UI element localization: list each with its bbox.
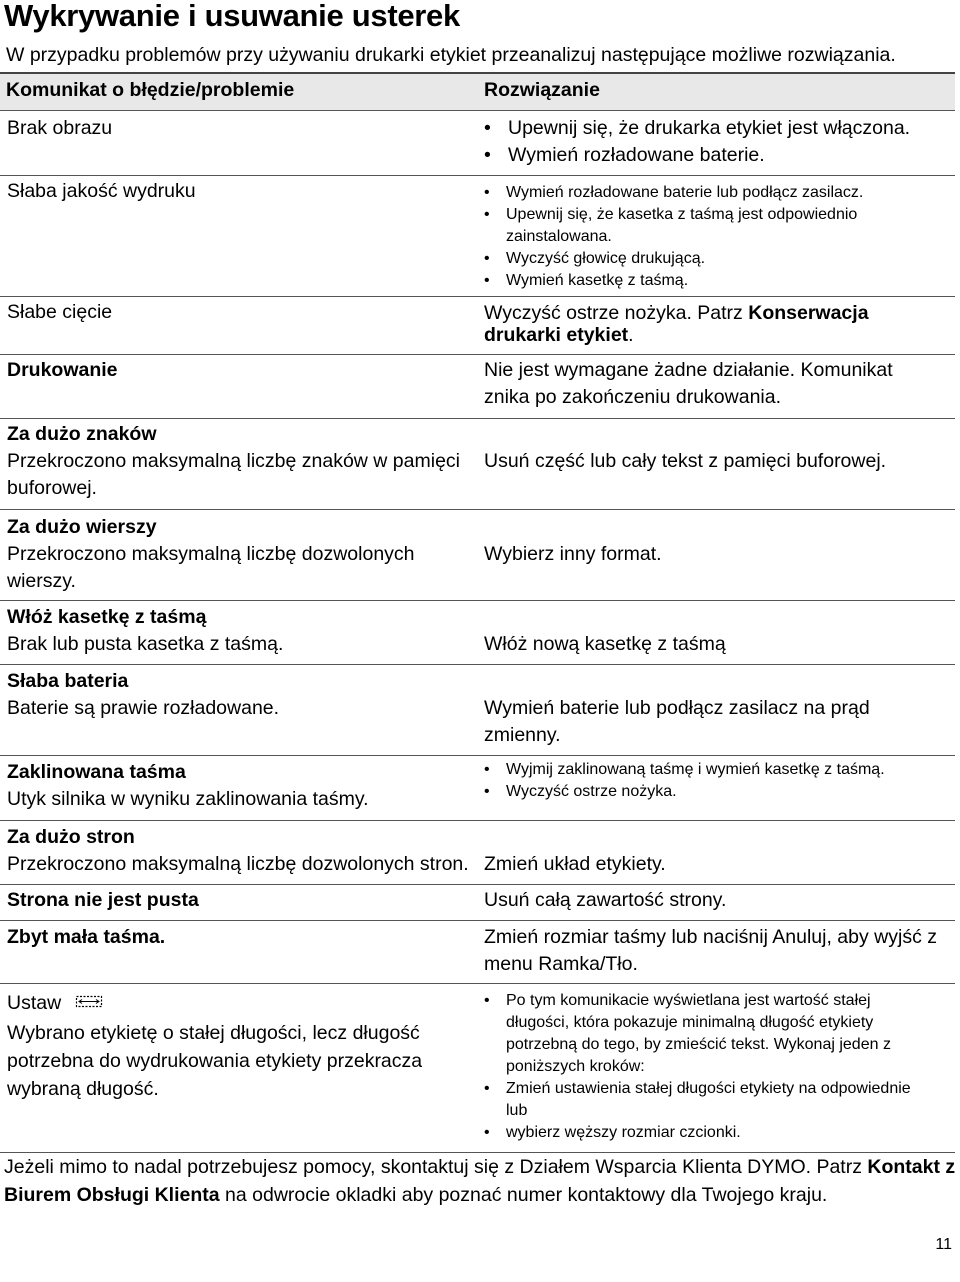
solution-cell: Zmień układ etykiety.	[484, 853, 666, 875]
table-row	[0, 756, 955, 821]
header-solution: Rozwiązanie	[484, 79, 600, 101]
problem-title: Ustaw	[7, 992, 62, 1014]
solution-cell: Wymień baterie lub podłącz zasilacz na prąd zmienny.	[484, 697, 870, 746]
table-row	[0, 601, 955, 665]
footer-text-end: na odwrocie okladki aby poznać numer kontaktowy dla Twojego kraju.	[219, 1184, 828, 1206]
problem-title-line	[7, 990, 447, 1017]
list-item: • Po tym komunikacie wyświetlana jest wartość stałej długości, która pokazuje minimalną długość etykiety potrzebną do tego, by zmieścić tekst. Wykonaj jeden z poniższych kroków:	[484, 990, 924, 1078]
problem-cell	[7, 990, 447, 1103]
problem-cell	[7, 421, 477, 502]
solution-text: Wyczyść ostrze nożyka. Patrz	[484, 302, 749, 324]
page-number: 11	[935, 1236, 952, 1253]
contact-reference: Kontakt z Biurem Obsługi Klienta	[4, 1156, 956, 1206]
solution-cell	[484, 115, 952, 169]
troubleshooting-table	[0, 72, 955, 1153]
table-row	[0, 921, 955, 984]
list-item: • Wymień kasetkę z taśmą.	[484, 270, 904, 292]
problem-title: Zaklinowana taśma	[7, 761, 186, 783]
table-row	[0, 355, 955, 419]
problem-cell: Słabe cięcie	[7, 301, 113, 323]
footer-text-start: Jeżeli mimo to nadal potrzebujesz pomocy, skontaktuj się z Działem Wsparcia Klienta DYMO. Patrz	[4, 1156, 868, 1178]
problem-cell	[7, 759, 477, 813]
solution-cell	[484, 990, 924, 1144]
solution-cell: Usuń część lub cały tekst z pamięci buforowej.	[484, 450, 887, 472]
problem-desc: Brak lub pusta kasetka z taśmą.	[7, 633, 284, 655]
table-row	[0, 297, 955, 355]
solution-cell: Nie jest wymagane żadne działanie. Komunikat znika po zakończeniu drukowania.	[484, 359, 893, 408]
problem-desc: Przekroczono maksymalną liczbę dozwolonych stron.	[7, 853, 469, 875]
list-item: • Zmień ustawienia stałej długości etykiety na odpowiednie lub	[484, 1078, 924, 1122]
solution-text-end: .	[628, 324, 634, 346]
problem-cell: Brak obrazu	[7, 117, 113, 139]
list-item: • wybierz węższy rozmiar czcionki.	[484, 1122, 924, 1144]
cross-reference: Konserwacja drukarki etykiet	[484, 302, 869, 346]
list-item: • Wyczyść ostrze nożyka.	[484, 781, 952, 803]
table-row	[0, 510, 955, 601]
list-item: • Upewnij się, że drukarka etykiet jest włączona.	[484, 115, 952, 142]
problem-title: Włóż kasetkę z taśmą	[7, 606, 207, 628]
table-row	[0, 821, 955, 885]
problem-cell: Strona nie jest pusta	[7, 889, 199, 911]
problem-title: Słaba bateria	[7, 670, 129, 692]
table-row	[0, 419, 955, 510]
solution-cell: Wybierz inny format.	[484, 543, 662, 565]
problem-cell	[7, 668, 477, 722]
solution-cell: Włóż nową kasetkę z taśmą	[484, 633, 726, 655]
problem-desc: Utyk silnika w wyniku zaklinowania taśmy.	[7, 788, 369, 810]
problem-desc: Przekroczono maksymalną liczbę znaków w pamięci buforowej.	[7, 450, 461, 499]
header-problem: Komunikat o błędzie/problemie	[6, 79, 295, 101]
problem-title: Za dużo stron	[7, 826, 135, 848]
problem-cell	[7, 604, 477, 658]
fixed-length-icon	[75, 990, 103, 1017]
list-item: • Wymień rozładowane baterie lub podłącz zasilacz.	[484, 182, 904, 204]
list-item: • Upewnij się, że kasetka z taśmą jest odpowiednio zainstalowana.	[484, 204, 904, 248]
problem-desc: Baterie są prawie rozładowane.	[7, 697, 280, 719]
solution-cell: Usuń całą zawartość strony.	[484, 889, 727, 911]
table-row	[0, 984, 955, 1153]
table-header	[0, 72, 955, 111]
solution-cell: Zmień rozmiar taśmy lub naciśnij Anuluj, aby wyjść z menu Ramka/Tło.	[484, 926, 937, 975]
page-title: Wykrywanie i usuwanie usterek	[4, 0, 460, 33]
problem-title: Za dużo znaków	[7, 423, 157, 445]
problem-cell: Drukowanie	[7, 359, 118, 381]
solution-cell	[484, 182, 904, 292]
list-item: • Wymień rozładowane baterie.	[484, 142, 952, 169]
problem-cell: Słaba jakość wydruku	[7, 180, 196, 202]
list-item: • Wyczyść głowicę drukującą.	[484, 248, 904, 270]
table-row	[0, 665, 955, 756]
table-row	[0, 176, 955, 297]
footer-text	[4, 1153, 956, 1209]
problem-cell	[7, 514, 447, 595]
problem-desc: Przekroczono maksymalną liczbę dozwolonych wierszy.	[7, 543, 415, 592]
problem-cell: Zbyt mała taśma.	[7, 926, 166, 948]
solution-cell	[484, 299, 904, 346]
table-row	[0, 885, 955, 921]
intro-text: W przypadku problemów przy używaniu drukarki etykiet przeanalizuj następujące możliwe rozwiązania.	[6, 44, 896, 66]
problem-desc: Wybrano etykietę o stałej długości, lecz długość potrzebna do wydrukowania etykiety przekracza wybraną długość.	[7, 1022, 423, 1101]
table-row	[0, 111, 955, 176]
list-item: • Wyjmij zaklinowaną taśmę i wymień kasetkę z taśmą.	[484, 759, 952, 781]
problem-cell	[7, 824, 487, 878]
problem-title: Za dużo wierszy	[7, 516, 157, 538]
solution-cell	[484, 759, 952, 803]
